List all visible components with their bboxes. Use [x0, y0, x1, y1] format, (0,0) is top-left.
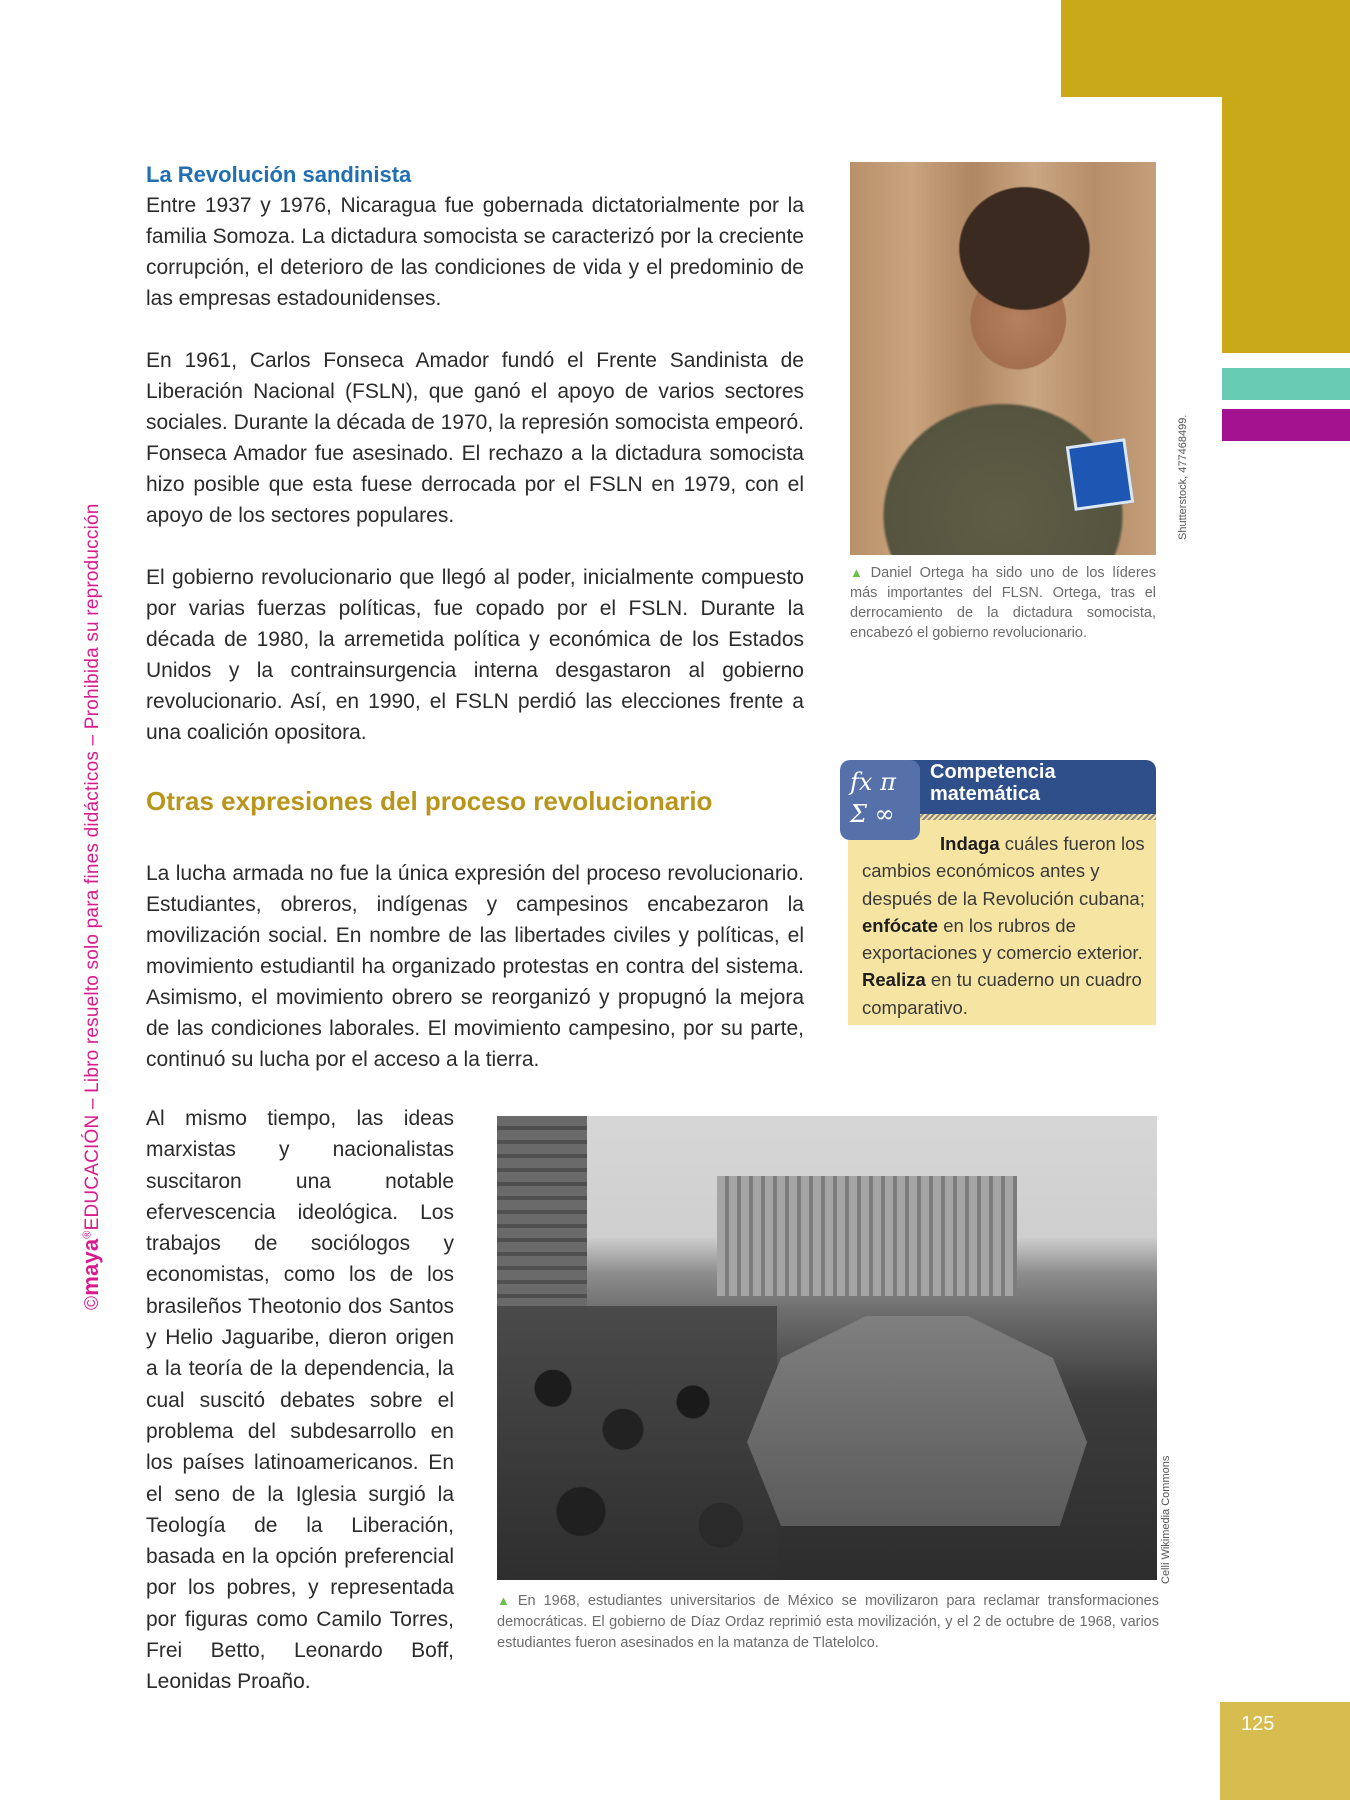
- armored-vehicle: [747, 1316, 1087, 1526]
- crowd-of-students: [497, 1306, 777, 1580]
- verb-indaga: Indaga: [940, 833, 1000, 854]
- box-instructions: Indaga cuáles fueron los cambios económicos antes y después de la Revolución cubana; enfócate en los rubros de exportaciones y comercio exterior. Realiza en tu cuaderno un cuadro comparativo.: [862, 833, 1145, 1018]
- registered-mark: ®: [81, 1230, 94, 1239]
- copyright-symbol: ©: [82, 1295, 103, 1310]
- main-text-column: [146, 160, 804, 1075]
- photo-credit: Shutterstock, 477468499.: [1177, 414, 1189, 540]
- photo-tlatelolco-1968: [497, 1116, 1157, 1580]
- page-number-block: [1220, 1702, 1350, 1800]
- microphone-flag: [1066, 438, 1134, 511]
- verb-enfocate: enfócate: [862, 914, 939, 936]
- paragraph: En 1961, Carlos Fonseca Amador fundó el Frente Sandinista de Liberación Nacional (FSLN), que ganó el apoyo de varios sectores sociales. Durante la década de 1970, la represión somocista empeoró. Fonseca Amador fue asesinado. El rechazo a la dictadura somocista hizo posible que esta fuese derrocada por el FSLN en 1979, con el apoyo de los sectores populares.: [146, 349, 804, 527]
- photo-caption: [850, 563, 1156, 643]
- decorative-magenta-bar: [1222, 409, 1350, 441]
- page-number: 125: [1241, 1713, 1275, 1735]
- caption-text: Daniel Ortega ha sido uno de los líderes más importantes del FLSN. Ortega, tras el derrocamiento de la dictadura somocista, encabezó el gobierno revolucionario.: [850, 565, 1156, 641]
- publisher-brand: maya: [78, 1238, 103, 1296]
- paragraph: Entre 1937 y 1976, Nicaragua fue gobernada dictatorialmente por la familia Somoza. La dictadura somocista se caracterizó por la creciente corrupción, el deterioro de las condiciones de vida y el predominio de las empresas estadounidenses.: [146, 194, 804, 310]
- section-title-otras-expresiones: Otras expresiones del proceso revolucionario: [146, 786, 713, 816]
- verb-realiza: Realiza: [862, 969, 926, 991]
- palace-facade: [497, 1116, 587, 1306]
- photo-credit: Celli Wikimedia Commons: [1160, 1455, 1172, 1584]
- paragraph: Al mismo tiempo, las ideas marxistas y nacionalistas suscitaron una notable efervescencia ideológica. Los trabajos de sociólogos y economistas, como los de los brasileños Theotonio dos Santos y Helio Jaguaribe, dieron origen a la teoría de la dependencia, la cual suscitó debates sobre el problema del subdesarrollo en los países latinoamericanos. En el seno de la Iglesia surgió la Teología de la Liberación, basada en la opción preferencial por los pobres, y representada por figuras como Camilo Torres, Frei Betto, Leonardo Boff, Leonidas Proaño.: [146, 1107, 454, 1694]
- decorative-teal-bar: [1222, 368, 1350, 400]
- triangle-up-icon: ▲: [497, 1593, 514, 1608]
- government-building: [717, 1176, 1017, 1296]
- paragraph: El gobierno revolucionario que llegó al poder, inicialmente compuesto por varias fuerzas políticas, fue copado por el FSLN. Durante la década de 1980, la arremetida política y económica de los Estados Unidos y la contrainsurgencia interna desgastaron al gobierno revolucionario. Así, en 1990, el FSLN perdió las elecciones frente a una coalición opositora.: [146, 566, 804, 744]
- photo-caption: [497, 1590, 1159, 1654]
- decorative-gold-block-top: [1061, 0, 1350, 97]
- copyright-text: EDUCACIÓN – Libro resuelto solo para fines didácticos – Prohibida su reproducción: [82, 503, 103, 1231]
- competencia-matematica-box: [848, 760, 1156, 1025]
- box-title: Competencia matemática: [930, 761, 1056, 805]
- narrow-text-column: [146, 1103, 454, 1698]
- copyright-notice: [78, 480, 104, 1310]
- math-symbols-icon: fx π Σ ∞: [840, 760, 920, 840]
- triangle-up-icon: ▲: [850, 565, 867, 580]
- photo-daniel-ortega: [850, 162, 1156, 555]
- decorative-gold-tab: [1222, 97, 1350, 353]
- caption-text: En 1968, estudiantes universitarios de México se movilizaron para reclamar transformaciones democráticas. El gobierno de Díaz Ordaz reprimió esta movilización, y el 2 de octubre de 1968, varios estudiantes fueron asesinados en la matanza de Tlatelolco.: [497, 1593, 1159, 1651]
- section-title-sandinista: La Revolución sandinista: [146, 162, 412, 187]
- paragraph: La lucha armada no fue la única expresión del proceso revolucionario. Estudiantes, obreros, indígenas y campesinos encabezaron la movilización social. En nombre de las libertades civiles y políticas, el movimiento estudiantil ha organizado protestas en contra del sistema. Asimismo, el movimiento obrero se reorganizó y propugnó la mejora de las condiciones laborales. El movimiento campesino, por su parte, continuó su lucha por el acceso a la tierra.: [146, 862, 804, 1071]
